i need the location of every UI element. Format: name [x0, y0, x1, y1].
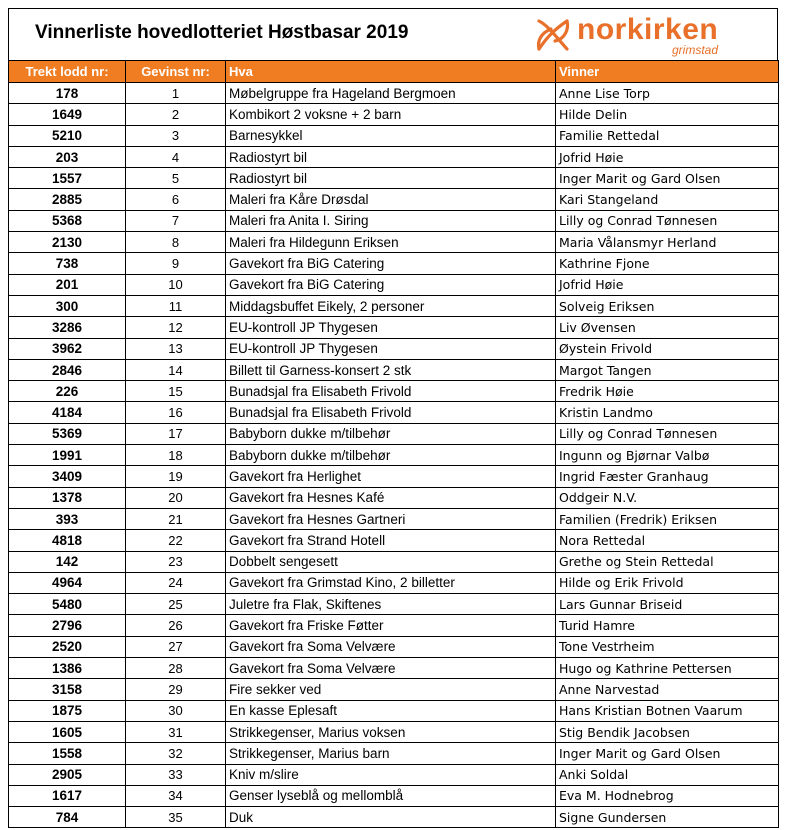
header-vinner: Vinner [556, 61, 779, 83]
table-row [9, 636, 779, 657]
cell-lodd-nr: 142 [9, 551, 126, 572]
cell-vinner: Inger Marit og Gard Olsen [556, 168, 779, 189]
table-header-row [9, 61, 779, 83]
cell-lodd-nr: 5480 [9, 594, 126, 615]
table-row [9, 104, 779, 125]
cell-gevinst-nr: 3 [126, 125, 226, 146]
cell-hva: EU-kontroll JP Thygesen [226, 317, 556, 338]
cell-lodd-nr: 300 [9, 295, 126, 316]
cell-hva: Maleri fra Hildegunn Eriksen [226, 232, 556, 253]
cell-gevinst-nr: 31 [126, 721, 226, 742]
cell-vinner: Tone Vestrheim [556, 636, 779, 657]
cell-lodd-nr: 178 [9, 83, 126, 104]
cell-gevinst-nr: 25 [126, 594, 226, 615]
cell-hva: Radiostyrt bil [226, 146, 556, 167]
cell-vinner: Hugo og Kathrine Pettersen [556, 658, 779, 679]
cell-lodd-nr: 4818 [9, 530, 126, 551]
cell-gevinst-nr: 4 [126, 146, 226, 167]
cell-hva: Gavekort fra Friske Føtter [226, 615, 556, 636]
cell-hva: Strikkegenser, Marius barn [226, 743, 556, 764]
cell-lodd-nr: 5369 [9, 423, 126, 444]
table-row [9, 232, 779, 253]
cell-lodd-nr: 738 [9, 253, 126, 274]
cell-gevinst-nr: 22 [126, 530, 226, 551]
cell-lodd-nr: 1558 [9, 743, 126, 764]
cell-lodd-nr: 5210 [9, 125, 126, 146]
cell-lodd-nr: 226 [9, 381, 126, 402]
cell-lodd-nr: 3286 [9, 317, 126, 338]
table-row [9, 466, 779, 487]
cell-gevinst-nr: 29 [126, 679, 226, 700]
cell-vinner: Ingunn og Bjørnar Valbø [556, 445, 779, 466]
cell-vinner: Grethe og Stein Rettedal [556, 551, 779, 572]
cell-hva: Maleri fra Anita I. Siring [226, 210, 556, 231]
cell-lodd-nr: 201 [9, 274, 126, 295]
table-row [9, 295, 779, 316]
table-body [9, 83, 779, 828]
cell-gevinst-nr: 17 [126, 423, 226, 444]
table-row [9, 83, 779, 104]
cell-vinner: Kari Stangeland [556, 189, 779, 210]
table-row [9, 807, 779, 828]
logo-mark-icon [533, 15, 573, 55]
cell-lodd-nr: 784 [9, 807, 126, 828]
cell-hva: Møbelgruppe fra Hageland Bergmoen [226, 83, 556, 104]
cell-gevinst-nr: 5 [126, 168, 226, 189]
cell-gevinst-nr: 26 [126, 615, 226, 636]
cell-hva: Barnesykkel [226, 125, 556, 146]
cell-lodd-nr: 1875 [9, 700, 126, 721]
cell-vinner: Maria Vålansmyr Herland [556, 232, 779, 253]
cell-vinner: Hilde Delin [556, 104, 779, 125]
cell-gevinst-nr: 2 [126, 104, 226, 125]
cell-vinner: Turid Hamre [556, 615, 779, 636]
cell-vinner: Lilly og Conrad Tønnesen [556, 210, 779, 231]
cell-gevinst-nr: 10 [126, 274, 226, 295]
table-row [9, 785, 779, 806]
cell-hva: Strikkegenser, Marius voksen [226, 721, 556, 742]
cell-gevinst-nr: 16 [126, 402, 226, 423]
winners-sheet [8, 8, 778, 828]
cell-hva: Genser lyseblå og mellomblå [226, 785, 556, 806]
table-row [9, 594, 779, 615]
cell-vinner: Hilde og Erik Frivold [556, 572, 779, 593]
cell-gevinst-nr: 18 [126, 445, 226, 466]
cell-lodd-nr: 4964 [9, 572, 126, 593]
cell-vinner: Øystein Frivold [556, 338, 779, 359]
cell-hva: Gavekort fra Hesnes Gartneri [226, 508, 556, 529]
table-row [9, 658, 779, 679]
cell-hva: Babyborn dukke m/tilbehør [226, 445, 556, 466]
cell-lodd-nr: 1617 [9, 785, 126, 806]
cell-vinner: Stig Bendik Jacobsen [556, 721, 779, 742]
header-lodd: Trekt lodd nr: [9, 61, 126, 83]
cell-vinner: Fredrik Høie [556, 381, 779, 402]
table-row [9, 168, 779, 189]
table-row [9, 445, 779, 466]
title-box [8, 8, 778, 60]
table-row [9, 743, 779, 764]
logo-subtitle: grimstad [672, 43, 719, 57]
table-row [9, 572, 779, 593]
cell-hva: Babyborn dukke m/tilbehør [226, 423, 556, 444]
table-row [9, 551, 779, 572]
header-hva: Hva [226, 61, 556, 83]
cell-hva: Gavekort fra Soma Velvære [226, 658, 556, 679]
cell-hva: Bunadsjal fra Elisabeth Frivold [226, 402, 556, 423]
cell-gevinst-nr: 15 [126, 381, 226, 402]
table-row [9, 253, 779, 274]
table-row [9, 530, 779, 551]
cell-hva: Gavekort fra BiG Catering [226, 274, 556, 295]
cell-gevinst-nr: 12 [126, 317, 226, 338]
cell-hva: Radiostyrt bil [226, 168, 556, 189]
table-row [9, 317, 779, 338]
cell-hva: Middagsbuffet Eikely, 2 personer [226, 295, 556, 316]
cell-lodd-nr: 1649 [9, 104, 126, 125]
cell-vinner: Jofrid Høie [556, 146, 779, 167]
cell-vinner: Eva M. Hodnebrog [556, 785, 779, 806]
table-row [9, 679, 779, 700]
cell-hva: Gavekort fra Strand Hotell [226, 530, 556, 551]
cell-hva: En kasse Eplesaft [226, 700, 556, 721]
cell-hva: Duk [226, 807, 556, 828]
header-gevinst: Gevinst nr: [126, 61, 226, 83]
table-row [9, 338, 779, 359]
cell-lodd-nr: 1378 [9, 487, 126, 508]
cell-lodd-nr: 1557 [9, 168, 126, 189]
cell-hva: Gavekort fra BiG Catering [226, 253, 556, 274]
cell-lodd-nr: 203 [9, 146, 126, 167]
logo-name: norkirken [577, 13, 719, 46]
cell-lodd-nr: 4184 [9, 402, 126, 423]
table-row [9, 381, 779, 402]
cell-hva: Dobbelt sengesett [226, 551, 556, 572]
cell-gevinst-nr: 27 [126, 636, 226, 657]
table-row [9, 210, 779, 231]
cell-gevinst-nr: 34 [126, 785, 226, 806]
cell-gevinst-nr: 24 [126, 572, 226, 593]
table-row [9, 615, 779, 636]
cell-lodd-nr: 1605 [9, 721, 126, 742]
cell-hva: Gavekort fra Grimstad Kino, 2 billetter [226, 572, 556, 593]
cell-gevinst-nr: 14 [126, 359, 226, 380]
cell-gevinst-nr: 21 [126, 508, 226, 529]
cell-vinner: Kathrine Fjone [556, 253, 779, 274]
cell-hva: Kombikort 2 voksne + 2 barn [226, 104, 556, 125]
cell-vinner: Nora Rettedal [556, 530, 779, 551]
table-row [9, 146, 779, 167]
cell-vinner: Jofrid Høie [556, 274, 779, 295]
cell-vinner: Margot Tangen [556, 359, 779, 380]
cell-hva: Billett til Garness-konsert 2 stk [226, 359, 556, 380]
cell-gevinst-nr: 30 [126, 700, 226, 721]
cell-vinner: Lilly og Conrad Tønnesen [556, 423, 779, 444]
cell-gevinst-nr: 19 [126, 466, 226, 487]
cell-lodd-nr: 3409 [9, 466, 126, 487]
cell-gevinst-nr: 35 [126, 807, 226, 828]
cell-vinner: Familien (Fredrik) Eriksen [556, 508, 779, 529]
table-row [9, 700, 779, 721]
table-row [9, 402, 779, 423]
page-title: Vinnerliste hovedlotteriet Høstbasar 2019 [35, 22, 409, 43]
cell-vinner: Inger Marit og Gard Olsen [556, 743, 779, 764]
cell-lodd-nr: 2520 [9, 636, 126, 657]
cell-vinner: Ingrid Fæster Granhaug [556, 466, 779, 487]
cell-gevinst-nr: 23 [126, 551, 226, 572]
cell-lodd-nr: 2885 [9, 189, 126, 210]
cell-hva: Juletre fra Flak, Skiftenes [226, 594, 556, 615]
cell-hva: Fire sekker ved [226, 679, 556, 700]
cell-gevinst-nr: 6 [126, 189, 226, 210]
table-row [9, 508, 779, 529]
cell-lodd-nr: 3158 [9, 679, 126, 700]
cell-gevinst-nr: 13 [126, 338, 226, 359]
cell-lodd-nr: 2905 [9, 764, 126, 785]
cell-vinner: Hans Kristian Botnen Vaarum [556, 700, 779, 721]
cell-lodd-nr: 2846 [9, 359, 126, 380]
cell-gevinst-nr: 9 [126, 253, 226, 274]
cell-vinner: Kristin Landmo [556, 402, 779, 423]
table-row [9, 359, 779, 380]
cell-lodd-nr: 2796 [9, 615, 126, 636]
cell-vinner: Anne Lise Torp [556, 83, 779, 104]
cell-gevinst-nr: 7 [126, 210, 226, 231]
table-row [9, 721, 779, 742]
table-row [9, 189, 779, 210]
cell-hva: EU-kontroll JP Thygesen [226, 338, 556, 359]
table-row [9, 423, 779, 444]
cell-lodd-nr: 1386 [9, 658, 126, 679]
cell-lodd-nr: 5368 [9, 210, 126, 231]
cell-hva: Bunadsjal fra Elisabeth Frivold [226, 381, 556, 402]
table-row [9, 487, 779, 508]
cell-lodd-nr: 2130 [9, 232, 126, 253]
cell-gevinst-nr: 32 [126, 743, 226, 764]
cell-lodd-nr: 1991 [9, 445, 126, 466]
table-row [9, 125, 779, 146]
table-row [9, 764, 779, 785]
cell-gevinst-nr: 8 [126, 232, 226, 253]
winners-table [8, 60, 779, 828]
cell-vinner: Signe Gundersen [556, 807, 779, 828]
cell-gevinst-nr: 28 [126, 658, 226, 679]
cell-hva: Gavekort fra Soma Velvære [226, 636, 556, 657]
cell-hva: Gavekort fra Hesnes Kafé [226, 487, 556, 508]
cell-gevinst-nr: 20 [126, 487, 226, 508]
cell-vinner: Liv Øvensen [556, 317, 779, 338]
cell-vinner: Lars Gunnar Briseid [556, 594, 779, 615]
cell-gevinst-nr: 1 [126, 83, 226, 104]
cell-hva: Kniv m/slire [226, 764, 556, 785]
cell-lodd-nr: 393 [9, 508, 126, 529]
cell-lodd-nr: 3962 [9, 338, 126, 359]
table-row [9, 274, 779, 295]
cell-vinner: Oddgeir N.V. [556, 487, 779, 508]
cell-vinner: Anki Soldal [556, 764, 779, 785]
cell-vinner: Anne Narvestad [556, 679, 779, 700]
cell-vinner: Familie Rettedal [556, 125, 779, 146]
cell-gevinst-nr: 33 [126, 764, 226, 785]
cell-vinner: Solveig Eriksen [556, 295, 779, 316]
cell-gevinst-nr: 11 [126, 295, 226, 316]
cell-hva: Maleri fra Kåre Drøsdal [226, 189, 556, 210]
norkirken-logo [533, 13, 733, 57]
cell-hva: Gavekort fra Herlighet [226, 466, 556, 487]
